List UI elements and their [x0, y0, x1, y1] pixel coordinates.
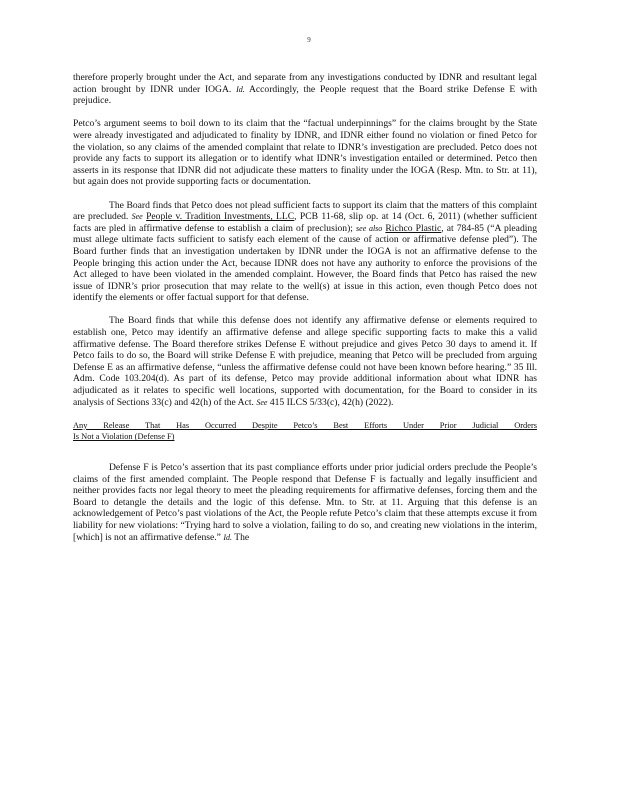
section-heading-line-2: Is Not a Violation (Defense F)	[73, 432, 175, 442]
paragraph-1-end: Accordingly, the People request that the Board strike Defense E with prejudice.	[73, 83, 537, 107]
citation-see-statute: See	[256, 397, 268, 407]
paragraph-4-text: The Board finds that while this defense does not identify any affirmative defense or elements required to establish one, Petco may identify an affirmative defense and allege specific supporting facts to make this a valid affirmative defense. The Board therefore strikes Defense E without prejudice and gives Petco 30 days to amend it. If Petco fails to do so, the Board will strike Defense E with prejudice, meaning that Petco will be precluded from arguing Defense E as an affirmative defense, “unless the affirmative defense could not have been known before hearing.” 35 Ill. Adm. Code 103.204(d). As part of its defense, Petco may provide additional information about what IDNR has adjudicated as it relates to specific well locations, supported with documentation, for the Board to consider in its analysis of Sections 33(c) and 42(h) of the Act.	[73, 315, 537, 408]
paragraph-1	[73, 72, 537, 107]
paragraph-5-end: The	[232, 531, 250, 543]
citation-see-also: see also	[356, 223, 383, 233]
citation-see: See	[131, 212, 143, 222]
paragraph-1-text: therefore properly brought under the Act, and separate from any investigations conducted by IDNR and resultant legal action brought by IDNR under IOGA.	[73, 72, 537, 95]
case-citation-tradition: People v. Tradition Investments, LLC	[146, 211, 295, 223]
paragraph-3	[73, 200, 537, 304]
page-number: 9	[307, 36, 311, 44]
paragraph-5-text: Defense F is Petco’s assertion that its past compliance efforts under prior judicial orders preclude the People’s claims of the first amended complaint. The People respond that Defense F is factually and legally insufficient and neither provides facts nor legal theory to meet the pleading requirements for affirmative defenses, forcing them and the Board to detangle the details and the logic of this defense. Mtn. to Str. at 11. Arguing that this defense is an acknowledgement of Petco’s past violations of the Act, the People refute Petco’s claim that these attempts excuse it from liability for new violations: “Trying hard to solve a violation, failing to do so, and creating new violations in the interim, [which] is not an affirmative defense.”	[73, 462, 537, 543]
paragraph-4	[73, 315, 537, 408]
citation-id: Id.	[236, 84, 245, 94]
citation-id-2: Id.	[223, 532, 233, 542]
paragraph-3-text-c: , at 784-85 (“A pleading must allege ultimate facts sufficient to satisfy each element of the cause of action or affirmative defense pled”). The Board further finds that an investigation undertaken by IDNR under the IOGA is not an affirmative defense to the People bringing this action under the Act, because IDNR does not have any authority to enforce the provisions of the Act alleged to have been violated in the amended complaint. However, the Board finds that Petco has raised the new issue of IDNR’s prior prosecution that may relate to the well(s) at issue in this action, even though Petco does not identify the elements or offer factual support for that defense.	[73, 222, 537, 304]
document-body	[73, 72, 537, 555]
paragraph-2: Petco’s argument seems to boil down to its claim that the “factual underpinnings” for the claims brought by the State were already investigated and adjudicated to finality by IDNR, and IDNR either found no violation or fined Petco for the violation, so any claims of the amended complaint that relate to IDNR’s investigation are precluded. Petco does not provide any facts to support its allegation or to identify what IDNR’s investigation entailed or determined. Petco then asserts in its response that IDNR did not adjudicate these matters to finality under the IOGA (Resp. Mtn. to Str. at 11), but again does not provide supporting facts or documentation.	[73, 118, 537, 188]
paragraph-5	[73, 462, 537, 543]
case-citation-richco: Richco Plastic	[385, 222, 442, 234]
paragraph-3-text-a: The Board finds that Petco does not plead sufficient facts to support its claim that the matters of this complaint are precluded.	[73, 199, 537, 223]
section-heading-line-1: Any Release That Has Occurred Despite Petco’s Best Efforts Under Prior Judicial Orders	[73, 420, 537, 430]
section-heading	[73, 420, 537, 443]
paragraph-4-end: 415 ILCS 5/33(c), 42(h) (2022).	[267, 396, 394, 408]
paragraph-3-text-b: , PCB 11-68, slip op. at 14 (Oct. 6, 2011) (whether sufficient facts are pled in affirmative defense to establish a claim of preclusion);	[73, 211, 537, 234]
